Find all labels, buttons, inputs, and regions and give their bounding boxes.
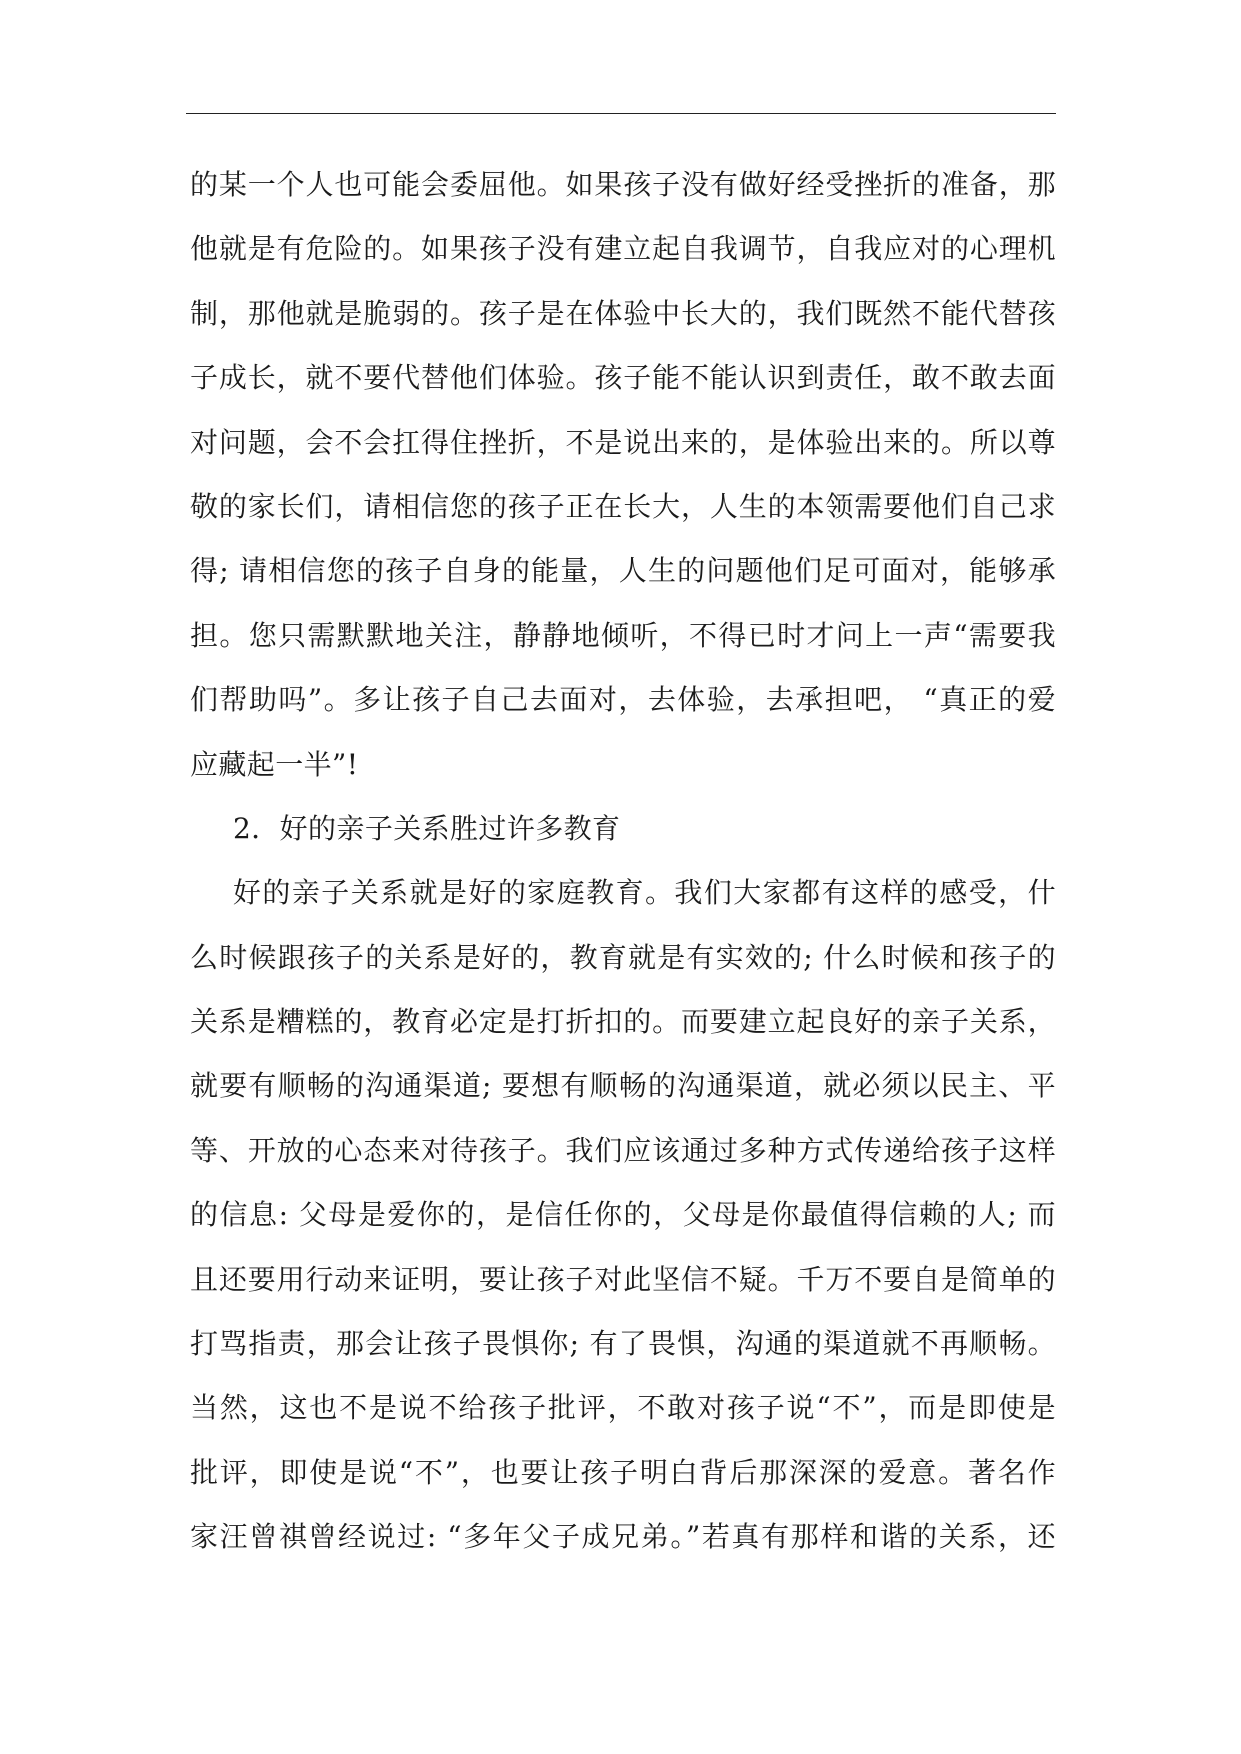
text-line: 敬的家长们，请相信您的孩子正在长大，人生的本领需要他们自己求: [190, 489, 1056, 523]
text-line: 对问题，会不会扛得住挫折，不是说出来的，是体验出来的。所以尊: [190, 425, 1056, 459]
text-line: 关系是糟糕的，教育必定是打折扣的。而要建立起良好的亲子关系，: [190, 1005, 1056, 1039]
text-line: 他就是有危险的。如果孩子没有建立起自我调节，自我应对的心理机: [190, 232, 1056, 266]
text-line: 家汪曾祺曾经说过: “多年父子成兄弟。”若真有那样和谐的关系，还: [190, 1520, 1056, 1554]
text-line: 等、开放的心态来对待孩子。我们应该通过多种方式传递给孩子这样: [190, 1133, 1056, 1167]
text-line: 么时候跟孩子的关系是好的，教育就是有实效的; 什么时候和孩子的: [190, 940, 1056, 974]
text-line: 子成长，就不要代替他们体验。孩子能不能认识到责任，敢不敢去面: [190, 361, 1056, 395]
text-line: 担。您只需默默地关注，静静地倾听，不得已时才问上一声“需要我: [190, 618, 1056, 652]
text-line: 批评，即使是说“不”，也要让孩子明白背后那深深的爱意。著名作: [190, 1455, 1056, 1489]
text-line: 当然，这也不是说不给孩子批评，不敢对孩子说“不”，而是即使是: [190, 1391, 1056, 1425]
text-line: 且还要用行动来证明，要让孩子对此坚信不疑。千万不要自是简单的: [190, 1262, 1056, 1296]
text-line: 制，那他就是脆弱的。孩子是在体验中长大的，我们既然不能代替孩: [190, 296, 1056, 330]
text-line: 的信息: 父母是爱你的，是信任你的，父母是你最值得信赖的人; 而: [190, 1198, 1056, 1232]
body-text: [190, 153, 1056, 1570]
text-line: 的某一个人也可能会委屈他。如果孩子没有做好经受挫折的准备，那: [190, 168, 1056, 201]
section-heading: 2．好的亲子关系胜过许多教育: [233, 811, 621, 845]
text-line: 得; 请相信您的孩子自身的能量，人生的问题他们足可面对，能够承: [190, 554, 1056, 588]
text-line: 好的亲子关系就是好的家庭教育。我们大家都有这样的感受，什: [233, 876, 1056, 910]
text-line: 就要有顺畅的沟通渠道; 要想有顺畅的沟通渠道，就必须以民主、平: [190, 1069, 1056, 1103]
text-line: 应藏起一半”!: [190, 747, 359, 781]
header-rule: [186, 113, 1056, 114]
text-line: 打骂指责，那会让孩子畏惧你; 有了畏惧，沟通的渠道就不再顺畅。: [190, 1327, 1056, 1361]
text-line: 们帮助吗”。多让孩子自己去面对，去体验，去承担吧， “真正的爱: [190, 683, 1056, 717]
